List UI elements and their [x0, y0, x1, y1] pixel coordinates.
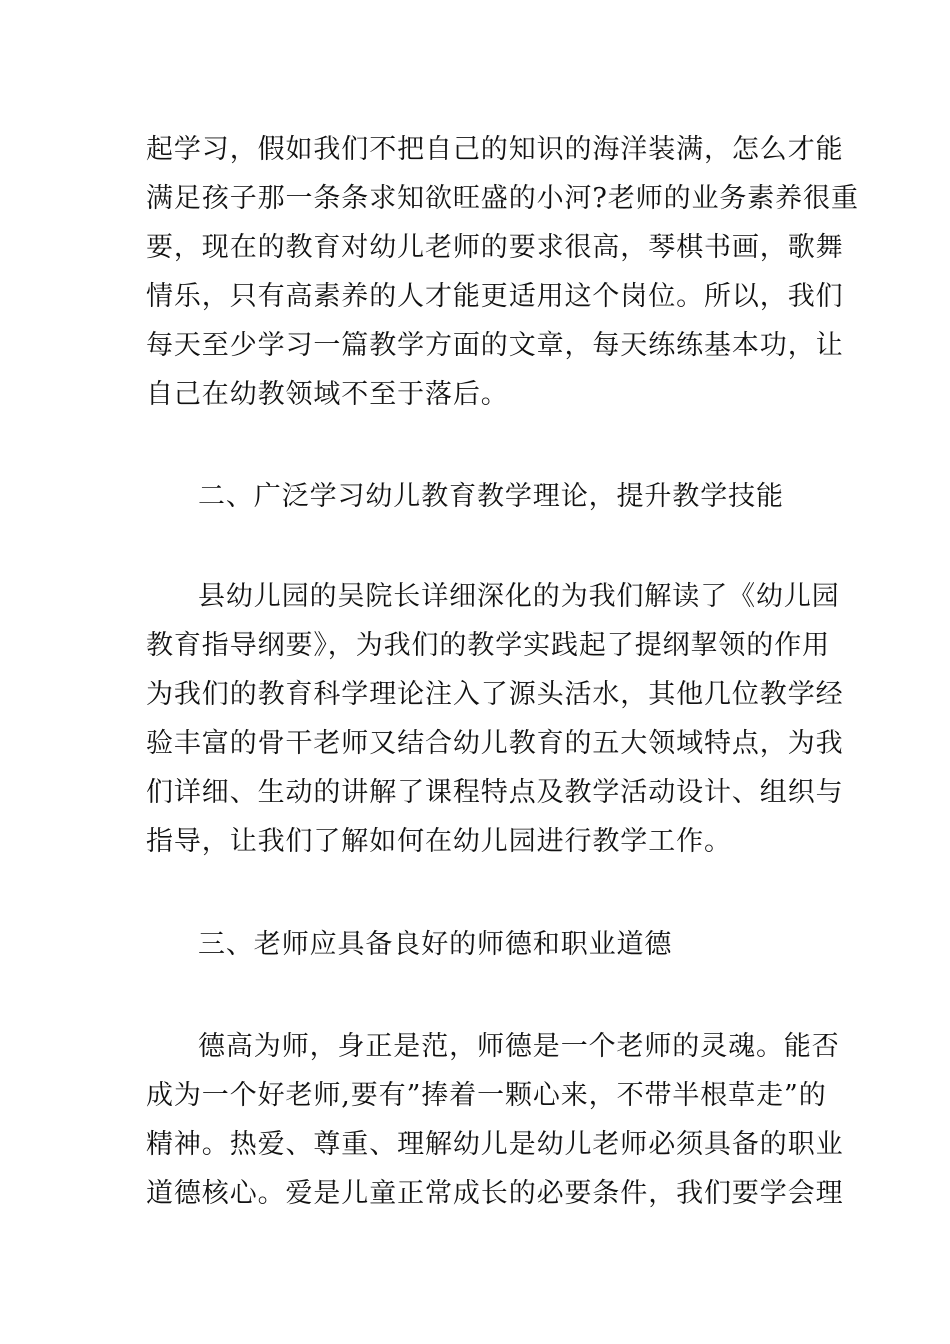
paragraph-2-line-2: 教育指导纲要》，为我们的教学实践起了提纲挈领的作用: [146, 630, 830, 661]
paragraph-1-line-4: 情乐，只有高素养的人才能更适用这个岗位。所以，我们: [146, 281, 844, 312]
paragraph-3-line-3: 精神。热爱、尊重、理解幼儿是幼儿老师必须具备的职业: [146, 1129, 844, 1160]
paragraph-2-line-6: 指导，让我们了解如何在幼儿园进行教学工作。: [146, 826, 732, 857]
section-heading-3: 三、老师应具备良好的师德和职业道德: [198, 929, 673, 960]
paragraph-3-line-2: 成为一个好老师,要有”捧着一颗心来，不带半根草走”的: [146, 1080, 827, 1111]
section-heading-2: 二、广泛学习幼儿教育教学理论，提升教学技能: [198, 481, 784, 512]
paragraph-3-line-4: 道德核心。爱是儿童正常成长的必要条件，我们要学会理: [146, 1178, 844, 1209]
paragraph-1-line-1: 起学习，假如我们不把自己的知识的海洋装满，怎么才能: [146, 134, 844, 165]
paragraph-2-line-3: 为我们的教育科学理论注入了源头活水，其他几位教学经: [146, 679, 844, 710]
paragraph-3-line-1: 德高为师，身正是范，师德是一个老师的灵魂。能否: [198, 1031, 840, 1062]
paragraph-2-line-5: 们详细、生动的讲解了课程特点及教学活动设计、组织与: [146, 777, 844, 808]
paragraph-1-line-5: 每天至少学习一篇教学方面的文章，每天练练基本功，让: [146, 330, 844, 361]
paragraph-1-line-2: 满足孩子那一条条求知欲旺盛的小河?老师的业务素养很重: [146, 183, 859, 214]
paragraph-2-line-4: 验丰富的骨干老师又结合幼儿教育的五大领域特点，为我: [146, 728, 844, 759]
paragraph-2-line-1: 县幼儿园的吴院长详细深化的为我们解读了《幼儿园: [198, 581, 840, 612]
paragraph-1-line-6: 自己在幼教领域不至于落后。: [146, 379, 509, 410]
paragraph-1-line-3: 要，现在的教育对幼儿老师的要求很高，琴棋书画，歌舞: [146, 232, 844, 263]
